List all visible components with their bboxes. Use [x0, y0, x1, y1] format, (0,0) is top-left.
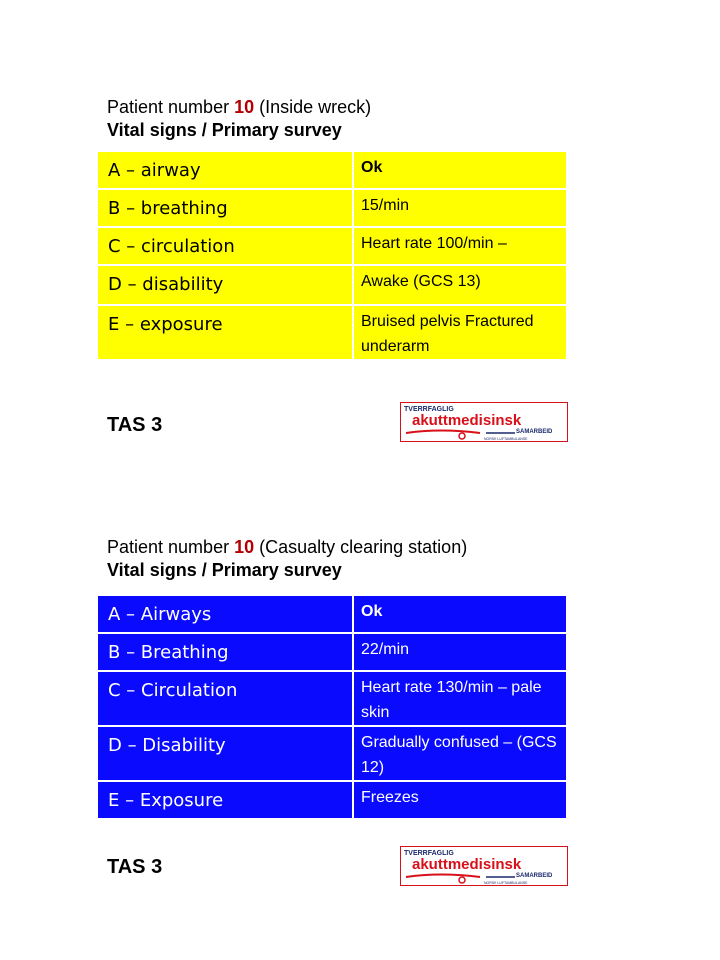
row-label: D – disability: [97, 265, 353, 305]
patient-number: 10: [234, 97, 255, 117]
row-value: Awake (GCS 13): [353, 265, 567, 305]
logo-bottom-text: SAMARBEID: [516, 429, 553, 435]
row-label: A – airway: [97, 151, 353, 189]
table-row: [97, 726, 567, 781]
survey-subheading: Vital signs / Primary survey: [107, 560, 342, 580]
patient-number: 10: [234, 537, 255, 557]
row-label: B – Breathing: [97, 633, 353, 671]
logo-tagline: NORSK LUFTAMBULANSE: [484, 881, 528, 885]
row-label: C – Circulation: [97, 671, 353, 726]
table-row: [97, 671, 567, 726]
logo-bottom-text: SAMARBEID: [516, 873, 553, 879]
row-value: Heart rate 100/min –: [353, 227, 567, 265]
vital-signs-table: [96, 150, 568, 361]
row-value: Freezes: [353, 781, 567, 819]
logo-graphic: [400, 846, 568, 886]
row-label: A – Airways: [97, 595, 353, 633]
row-value: Gradually confused – (GCS 12): [353, 726, 567, 781]
patient-heading: [107, 96, 371, 142]
row-label: E – Exposure: [97, 781, 353, 819]
row-label: E – exposure: [97, 305, 353, 360]
akuttmedisinsk-logo: [400, 846, 568, 886]
row-value: 22/min: [353, 633, 567, 671]
row-value: Ok: [353, 151, 567, 189]
patient-title: Patient number 10 (Inside wreck): [107, 97, 372, 117]
patient-location: (Inside wreck): [254, 97, 372, 117]
survey-subheading: Vital signs / Primary survey: [107, 120, 342, 140]
table-row: [97, 227, 567, 265]
table-row: [97, 189, 567, 227]
logo-main-text: akuttmedisinsk: [412, 412, 522, 429]
row-value: Ok: [353, 595, 567, 633]
patient-heading: [107, 536, 467, 582]
table-row: [97, 265, 567, 305]
table-row: [97, 151, 567, 189]
vital-signs-table: [96, 594, 568, 820]
logo-top-text: TVERRFAGLIG: [404, 406, 454, 413]
triage-category: TAS 3: [107, 856, 163, 878]
row-label: D – Disability: [97, 726, 353, 781]
logo-top-text: TVERRFAGLIG: [404, 850, 454, 857]
logo-main-text: akuttmedisinsk: [412, 856, 522, 873]
logo-tagline: NORSK LUFTAMBULANSE: [484, 437, 528, 441]
patient-location: (Casualty clearing station): [254, 537, 468, 557]
patient-title: Patient number 10 (Casualty clearing station): [107, 537, 468, 557]
table-row: [97, 595, 567, 633]
row-value: 15/min: [353, 189, 567, 227]
table-row: [97, 305, 567, 360]
row-label: B – breathing: [97, 189, 353, 227]
table-row: [97, 781, 567, 819]
table-row: [97, 633, 567, 671]
row-value: Bruised pelvis Fractured underarm: [353, 305, 567, 360]
akuttmedisinsk-logo: [400, 402, 568, 442]
row-label: C – circulation: [97, 227, 353, 265]
logo-graphic: [400, 402, 568, 442]
row-value: Heart rate 130/min – pale skin: [353, 671, 567, 726]
triage-category: TAS 3: [107, 414, 163, 436]
